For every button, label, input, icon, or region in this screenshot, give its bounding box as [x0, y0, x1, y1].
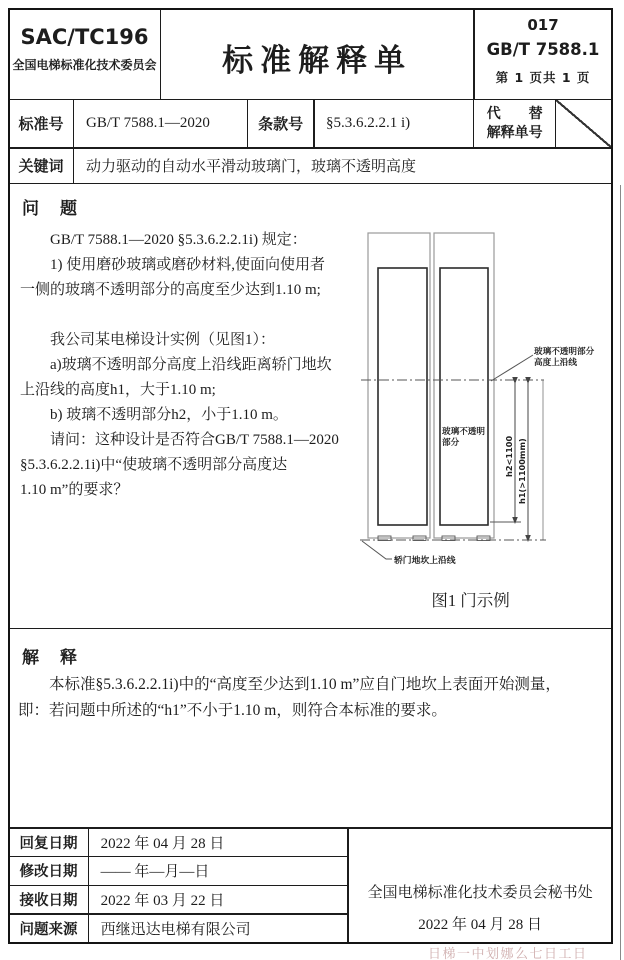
question-line: 1.10 m”的要求？ — [20, 482, 129, 498]
question-source-value: 西继迅达电梯有限公司 — [88, 913, 349, 944]
sill-line-label: 轿门地坎上沿线 — [394, 556, 456, 566]
question-line: §5.3.6.2.2.1i)中“使玻璃不透明部分高度达 — [20, 457, 288, 473]
org-name: 全国电梯标准化技术委员会 — [12, 58, 157, 72]
h2-dimension-text: h2<1100 — [504, 435, 514, 477]
interpretation-line: 本标准§5.3.6.2.2.1i)中的“高度至少达到1.10 m”应自门地坎上表面开始测量， — [18, 676, 561, 693]
org-code: SAC/TC196 — [20, 25, 149, 49]
watermark: 日梯一中划娜么七日工日 — [428, 946, 588, 960]
clause-no-label: 条款号 — [247, 99, 315, 149]
keyword-label: 关键词 — [8, 147, 74, 184]
clause-no-value: §5.3.6.2.2.1 i) — [313, 99, 474, 149]
secretariat-date: 2022 年 04 月 28 日 — [418, 917, 543, 934]
standard-no-label: 标准号 — [8, 99, 74, 149]
h1-dimension-text: h1(>1100mm) — [517, 438, 527, 504]
question-line: 我公司某电梯设计实例（见图1）： — [20, 332, 276, 348]
receipt-date-value: 2022 年 03 月 22 日 — [88, 885, 349, 915]
standard-no-value: GB/T 7588.1—2020 — [73, 99, 248, 149]
replaces-label-line1: 代 替 — [486, 105, 543, 122]
figure-caption: 图1 门示例 — [431, 591, 510, 610]
secretariat-name: 全国电梯标准化技术委员会秘书处 — [367, 885, 593, 902]
interpretation-line: 即：若问题中所述的“h1”不小于1.10 m，则符合本标准的要求。 — [18, 702, 447, 719]
question-line: 上沿线的高度h1，大于1.10 m; — [20, 382, 216, 398]
reply-date-label: 回复日期 — [8, 827, 89, 857]
question-title: 问 题 — [22, 199, 79, 219]
opaque-top-line-label-1: 玻璃不透明部分 — [534, 347, 595, 357]
question-source-label: 问题来源 — [8, 913, 89, 944]
opaque-part-label-1: 玻璃不透明 — [442, 427, 485, 437]
keyword-value: 动力驱动的自动水平滑动玻璃门，玻璃不透明高度 — [73, 147, 613, 184]
page-border — [8, 8, 613, 944]
question-line: GB/T 7588.1—2020 §5.3.6.2.2.1i) 规定： — [20, 232, 307, 248]
page-count: 第 1 页共 1 页 — [495, 70, 591, 85]
opaque-top-line-label-2: 高度上沿线 — [534, 358, 577, 368]
question-line: 1) 使用磨砂玻璃或磨砂材料,使面向使用者 — [20, 257, 325, 273]
revision-date-label: 修改日期 — [8, 856, 89, 886]
question-line: 请问：这种设计是否符合GB/T 7588.1—2020 — [20, 432, 339, 448]
replaces-label-line2: 解释单号 — [486, 124, 543, 141]
question-line: 一侧的玻璃不透明部分的高度至少达到1.10 m; — [20, 282, 321, 298]
receipt-date-label: 接收日期 — [8, 885, 89, 915]
scan-edge-line — [620, 185, 622, 960]
page-title: 标准解释单 — [222, 43, 413, 78]
opaque-part-label-2: 部分 — [442, 438, 460, 448]
reply-date-value: 2022 年 04 月 28 日 — [88, 827, 349, 857]
question-line: a)玻璃不透明部分高度上沿线距离轿门地坎 — [20, 357, 332, 373]
doc-number: 017 — [527, 16, 559, 34]
revision-date-value: —— 年—月—日 — [88, 856, 349, 886]
standard-number: GB/T 7588.1 — [486, 40, 600, 59]
question-line: b) 玻璃不透明部分h2，小于1.10 m。 — [20, 407, 288, 423]
interpretation-title: 解 释 — [22, 648, 79, 668]
